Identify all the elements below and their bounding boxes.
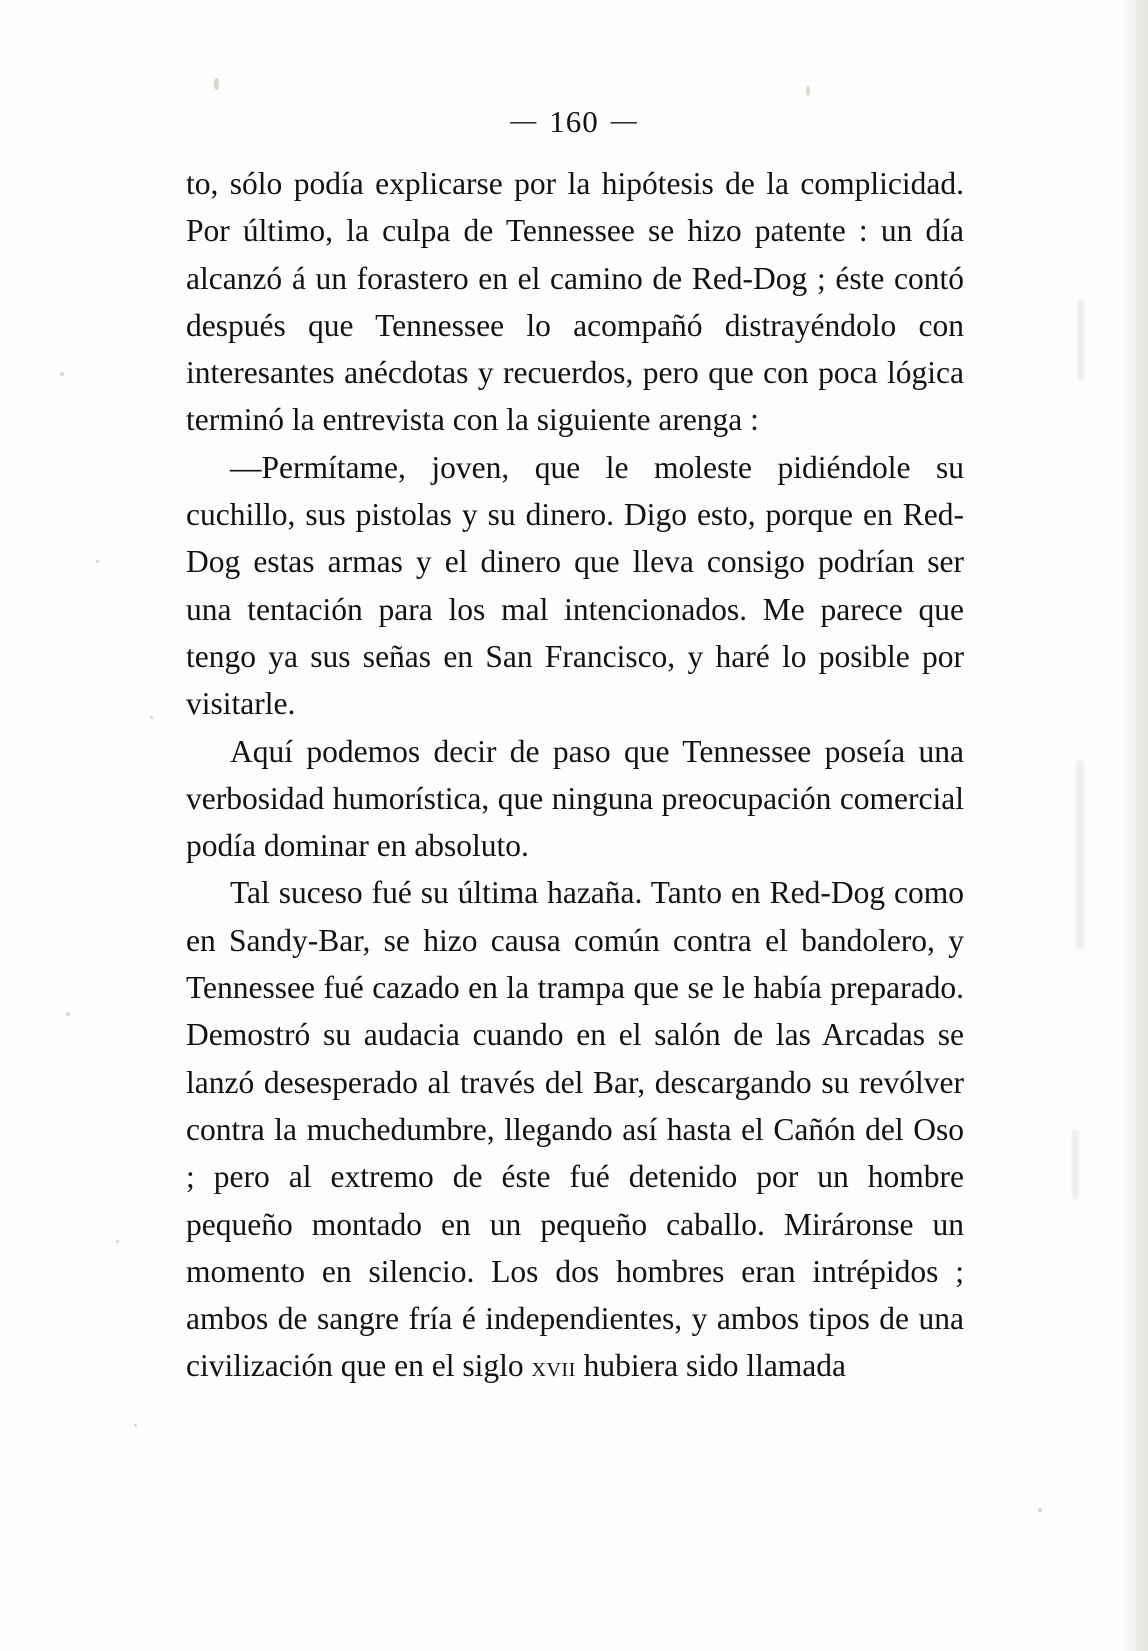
paragraph-text: Tal suceso fué su última hazaña. Tanto en Red-Dog como en Sandy-Bar, se hizo causa común contra el bandolero, y Tennessee fué cazado en la trampa que se le había preparado. Demostró su audacia cuando en el salón de las Arcadas se lanzó desesperado al través del Bar, descargando su revólver contra la muchedumbre, llegando así hasta el Cañón del Oso ; pero al extremo de éste fué detenido por un hombre pequeño montado en un pequeño caballo. Miráronse un momento en silencio. Los dos hombres eran intrépidos ; ambos de sangre fría é independientes, y ambos tipos de una civilización que en el siglo — [186, 875, 964, 1384]
body-text — [186, 160, 964, 1392]
paragraph: Aquí podemos decir de paso que Tennessee poseía una verbosidad humorística, que ninguna preocupación comercial podía dominar en absoluto. — [186, 733, 964, 864]
paragraph — [186, 869, 964, 1391]
paragraph: —Permítame, joven, que le moleste pidiéndole su cuchillo, sus pistolas y su dinero. Digo esto, porque en Red-Dog estas armas y el dinero que lleva consigo podrían ser una tentación para los mal intencionados. Me parece que tengo ya sus señas en San Francisco, y haré lo posible por visitarle. — [186, 449, 964, 722]
page-number: 160 — [549, 104, 599, 139]
paragraph-tail: hubiera sido llamada — [575, 1348, 847, 1384]
folio-dash-right: — — [610, 106, 638, 135]
scan-speck — [150, 716, 153, 719]
roman-numeral-smallcaps: xvii — [531, 1351, 576, 1384]
page-header — [0, 104, 1148, 140]
scan-speck — [1038, 1508, 1042, 1512]
scan-smudge — [1078, 300, 1084, 380]
folio-dash-left: — — [510, 106, 538, 135]
scan-speck — [134, 1424, 137, 1427]
scan-speck — [116, 1240, 119, 1243]
scan-speck — [96, 560, 99, 563]
paragraph: to, sólo podía explicarse por la hipótesis de la complicidad. Por último, la culpa de Tennessee se hizo patente : un día alcanzó á un forastero en el camino de Red-Dog ; éste contó después que Tennessee lo acompañó distrayéndolo con interesantes anécdotas y recuerdos, pero que con poca lógica terminó la entrevista con la siguiente arenga : — [186, 166, 964, 438]
scan-speck — [60, 372, 64, 376]
page-edge-shadow — [1122, 0, 1148, 1651]
scan-smudge — [1076, 760, 1084, 950]
scan-speck — [806, 86, 810, 96]
scan-speck — [66, 1012, 70, 1016]
scan-smudge — [1072, 1130, 1079, 1200]
scan-speck — [214, 78, 219, 90]
